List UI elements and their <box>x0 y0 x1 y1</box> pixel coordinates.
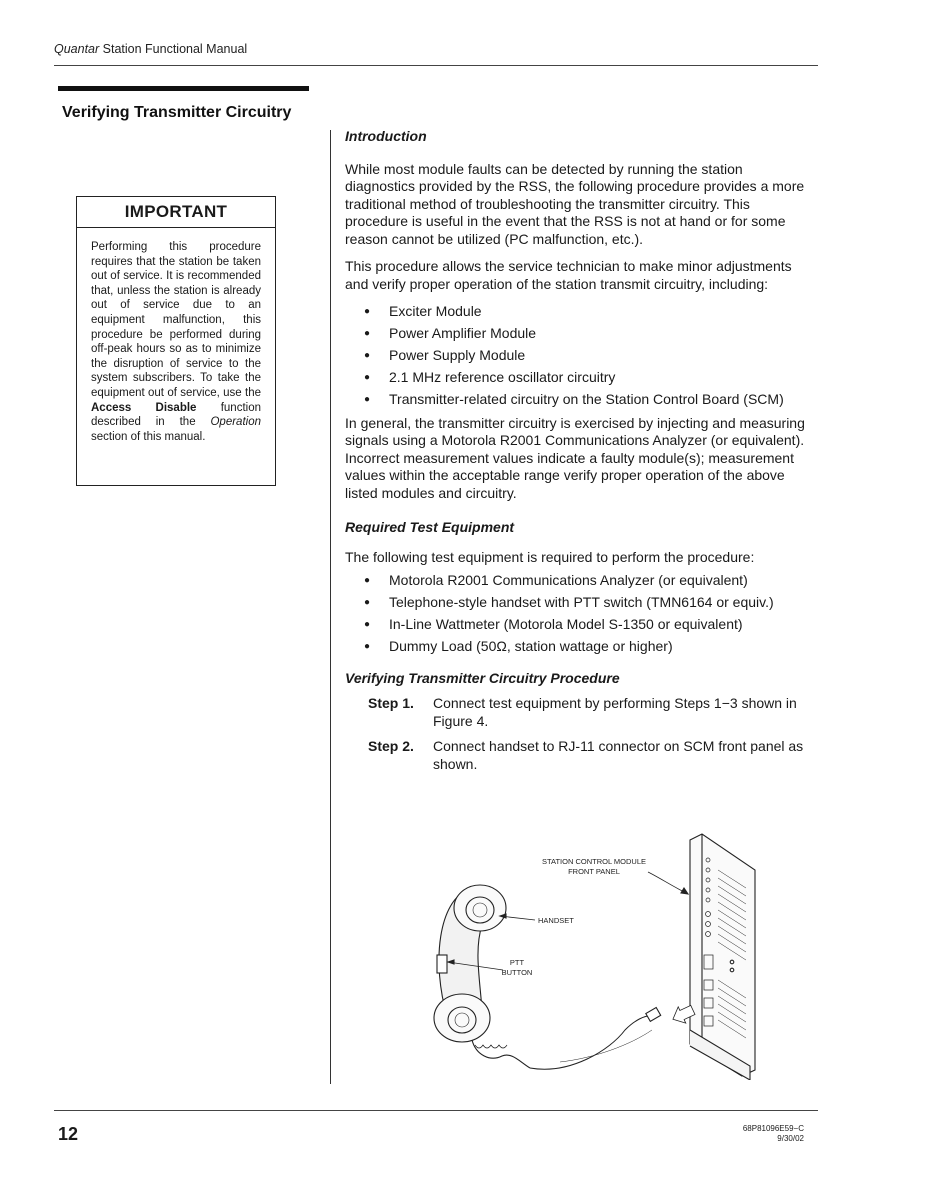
running-header <box>54 42 247 56</box>
access-disable-term: Access Disable <box>91 401 197 414</box>
equipment-list <box>345 572 815 656</box>
list-item: ● Power Amplifier Module <box>345 325 815 343</box>
step-text: Connect handset to RJ-11 connector on SCM front panel as shown. <box>433 738 804 772</box>
figure-label-ptt-2: BUTTON <box>501 968 533 977</box>
step-1 <box>368 695 815 730</box>
important-notice-box <box>76 196 276 486</box>
column-divider <box>330 130 331 1084</box>
intro-paragraph-1: While most module faults can be detected by running the station diagnostics provided by the RSS, the following procedure provides a more traditional method of troubleshooting the transmitter circuitry. This procedure is useful in the event that the RSS is not at hand or for some reason cannot be utilized (PC malfunction, etc.). <box>345 160 805 247</box>
equipment-paragraph: The following test equipment is required to perform the procedure: <box>345 548 755 565</box>
doc-code <box>700 1124 804 1144</box>
list-item: ● Power Supply Module <box>345 347 815 365</box>
header-brand: Quantar <box>54 42 100 56</box>
footer-rule <box>54 1110 818 1111</box>
document-date: 9/30/02 <box>777 1134 804 1143</box>
scm-front-panel <box>690 834 755 1080</box>
document-number: 68P81096E59−C <box>742 1124 804 1133</box>
figure-label-scm-2: FRONT PANEL <box>568 867 620 876</box>
step-label: Step 2. <box>368 738 414 754</box>
step-2 <box>368 738 815 773</box>
important-heading: IMPORTANT <box>77 197 275 228</box>
list-item: ● In-Line Wattmeter (Motorola Model S-1350 or equivalent) <box>345 616 815 634</box>
handset-connection-figure <box>420 830 760 1080</box>
list-item: ● Transmitter-related circuitry on the Station Control Board (SCM) <box>345 391 815 409</box>
module-list <box>345 303 815 409</box>
equipment-heading: Required Test Equipment <box>345 519 515 535</box>
main-content <box>345 128 815 781</box>
page-number: 12 <box>58 1124 79 1144</box>
step-text: Connect test equipment by performing Steps 1−3 shown in Figure 4. <box>433 695 797 729</box>
list-item: ● 2.1 MHz reference oscillator circuitry <box>345 369 815 387</box>
intro-paragraph-2: This procedure allows the service technician to make minor adjustments and verify proper operation of the station transmit circuitry, including: <box>345 258 792 292</box>
list-item: ● Telephone-style handset with PTT switch (TMN6164 or equiv.) <box>345 594 815 612</box>
figure-drawing <box>420 830 760 1080</box>
figure-label-ptt-1: PTT <box>509 958 525 967</box>
operation-term: Operation <box>210 416 261 429</box>
list-item: ● Dummy Load (50Ω, station wattage or higher) <box>345 638 815 656</box>
header-rule <box>54 65 818 66</box>
list-item: ● Exciter Module <box>345 303 815 321</box>
intro-paragraph-3: In general, the transmitter circuitry is exercised by injecting and measuring signals using a Motorola R2001 Communications Analyzer (or equivalent). Incorrect measurement values indicate a faulty module(s); measurement values within the acceptable range verify proper operation of the above listed modules and circuitry. <box>345 414 805 501</box>
section-title: Verifying Transmitter Circuitry <box>62 104 292 121</box>
header-title: Station Functional Manual <box>99 42 248 56</box>
section-title-bar <box>58 86 309 91</box>
important-text: Performing this procedure requires that the station be taken out of service. It is recommended that, unless the station is already out of service due to an equipment malfunction, this procedure be performed during off-peak hours so as to minimize the disruption of service to the system subscribers. To take the equipment out of service, use the Access Disable function described in the Operation section of this manual. <box>91 241 261 443</box>
figure-label-handset: HANDSET <box>538 916 574 925</box>
figure-label-scm-1: STATION CONTROL MODULE <box>541 857 647 866</box>
step-label: Step 1. <box>368 695 414 711</box>
procedure-heading: Verifying Transmitter Circuitry Procedure <box>345 669 620 686</box>
introduction-heading: Introduction <box>345 128 427 144</box>
list-item: ● Motorola R2001 Communications Analyzer (or equivalent) <box>345 572 815 590</box>
